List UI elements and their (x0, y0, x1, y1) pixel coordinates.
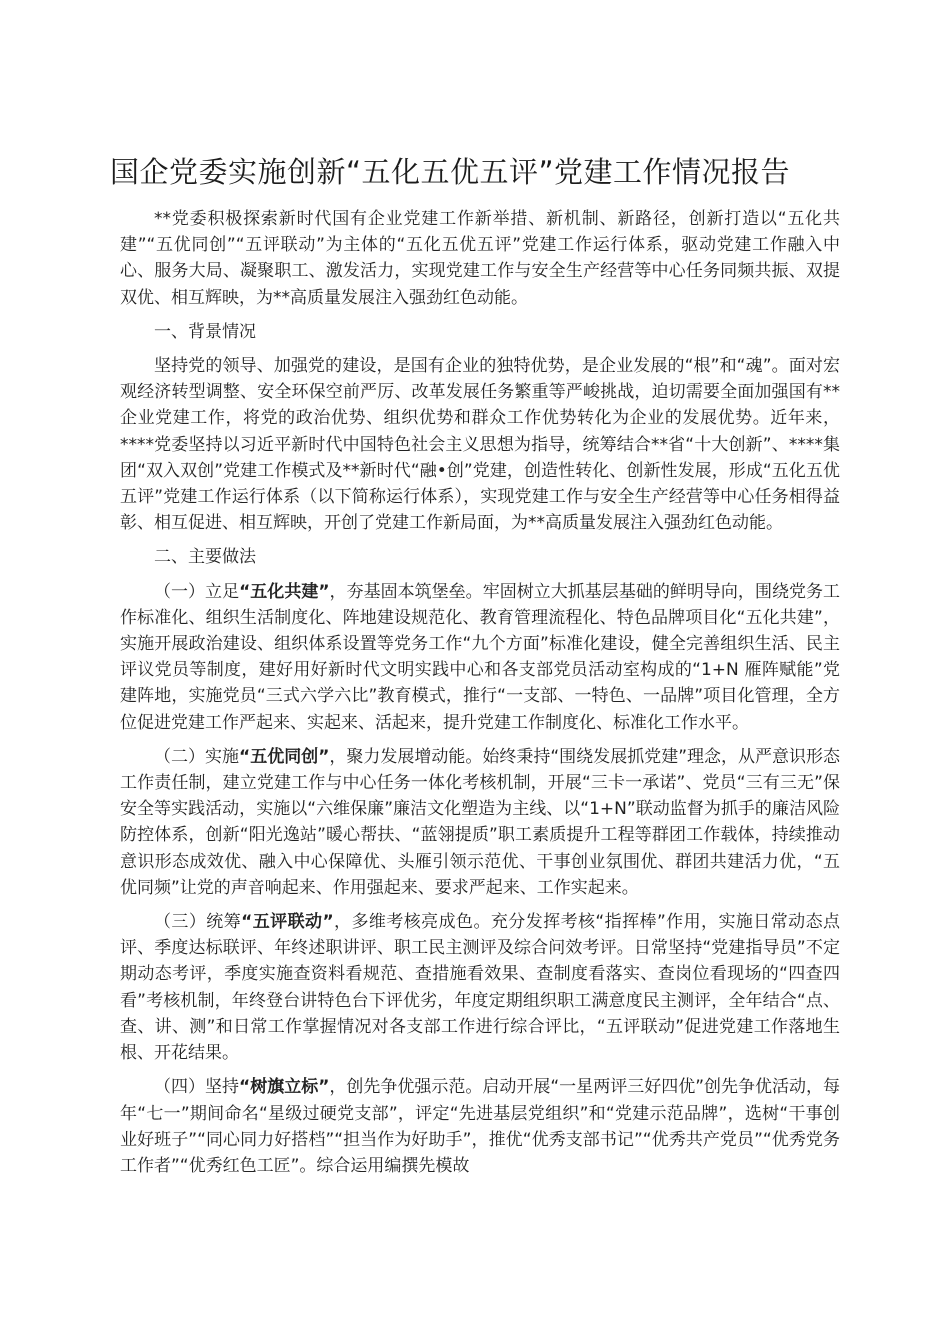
practice-text: ，夯基固本筑堡垒。牢固树立大抓基层基础的鲜明导向，围绕党务工作标准化、组织生活制度化、阵地建设规范化、教育管理流程化、特色品牌项目化“五化共建”，实施开展政治建设、组织体系设置等党务工作“九个方面”标准化建设，健全完善组织生活、民主评议党员等制度，建好用好新时代文明实践中心和各支部党员活动室构成的“1+N 雁阵赋能”党建阵地，实施党员“三式六学六比”教育模式，推行“一支部、一特色、一品牌”项目化管理，全方位促进党建工作严起来、实起来、活起来，提升党建工作制度化、标准化工作水平。 (120, 581, 841, 733)
practice-prefix: （一）立足 (154, 581, 240, 602)
practice-text: ，聚力发展增动能。始终秉持“围绕发展抓党建”理念，从严意识形态工作责任制，建立党建工作与中心任务一体化考核机制，开展“三卡一承诺”、党员“三有三无”保安全等实践活动，实施以“六维保廉”廉洁文化塑造为主线、以“1+N”联动监督为抓手的廉洁风险防控体系，创新“阳光逸站”暖心帮扶、“蓝翎提质”职工素质提升工程等群团工作载体，持续推动意识形态成效优、融入中心保障优、头雁引领示范优、干事创业氛围优、群团共建活力优，“五优同频”让党的声音响起来、作用强起来、要求严起来、工作实起来。 (120, 746, 840, 898)
document-body (120, 206, 840, 1187)
section-heading-main-practices: 二、主要做法 (154, 547, 256, 568)
practice-text: ，创先争优强示范。启动开展“一星两评三好四优”创先争优活动，每年“七一”期间命名“星级过硬党支部”，评定“先进基层党组织”和“党建示范品牌”，选树“干事创业好班子”“同心同力好搭档”“担当作为好助手”，推优“优秀支部书记”“优秀共产党员”“优秀党务工作者”“优秀红色工匠”。综合运用编撰先模故 (120, 1077, 840, 1176)
practice-paragraph-3 (120, 909, 840, 1066)
practice-prefix: （四）坚持 (154, 1077, 240, 1098)
practice-lead: “五化共建” (239, 581, 330, 602)
section-heading-background: 一、背景情况 (154, 321, 256, 342)
practice-lead: “五优同创” (239, 746, 330, 767)
document-title: 国企党委实施创新“五化五优五评”党建工作情况报告 (110, 155, 791, 189)
background-paragraph: 坚持党的领导、加强党的建设，是国有企业的独特优势，是企业发展的“根”和“魂”。面对宏观经济转型调整、安全环保空前严厉、改革发展任务繁重等严峻挑战，迫切需要全面加强国有**企业党建工作，将党的政治优势、组织优势和群众工作优势转化为企业的发展优势。近年来，****党委坚持以习近平新时代中国特色社会主义思想为指导，统筹结合**省“十大创新”、****集团“双入双创”党建工作模式及**新时代“融•创”党建，创造性转化、创新性发展，形成“五化五优五评”党建工作运行体系（以下简称运行体系），实现党建工作与安全生产经营等中心任务相得益彰、相互促进、相互辉映，开创了党建工作新局面，为**高质量发展注入强劲红色动能。 (120, 356, 840, 534)
practice-lead: “五评联动” (241, 912, 334, 933)
practice-prefix: （三）统筹 (154, 912, 242, 933)
practice-text: ，多维考核亮成色。充分发挥考核“指挥棒”作用，实施日常动态点评、季度达标联评、年终述职讲评、职工民主测评及综合问效考评。日常坚持“党建指导员”不定期动态考评，季度实施查资料看规范、查措施看效果、查制度看落实、查岗位看现场的“四查四看”考核机制，年终登台讲特色台下评优劣，年度定期组织职工满意度民主测评，全年结合“点、查、讲、测”和日常工作掌握情况对各支部工作进行综合评比，“五评联动”促进党建工作落地生根、开花结果。 (120, 912, 840, 1064)
practice-lead: “树旗立标” (239, 1077, 330, 1098)
practice-paragraph-1 (120, 579, 840, 736)
intro-paragraph: **党委积极探索新时代国有企业党建工作新举措、新机制、新路径，创新打造以“五化共建”“五优同创”“五评联动”为主体的“五化五优五评”党建工作运行体系，驱动党建工作融入中心、服务大局、凝聚职工、激发活力，实现党建工作与安全生产经营等中心任务同频共振、双提双优、相互辉映，为**高质量发展注入强劲红色动能。 (120, 209, 840, 308)
practice-paragraph-4 (120, 1074, 840, 1179)
practice-paragraph-2 (120, 744, 840, 901)
practice-prefix: （二）实施 (154, 746, 240, 767)
